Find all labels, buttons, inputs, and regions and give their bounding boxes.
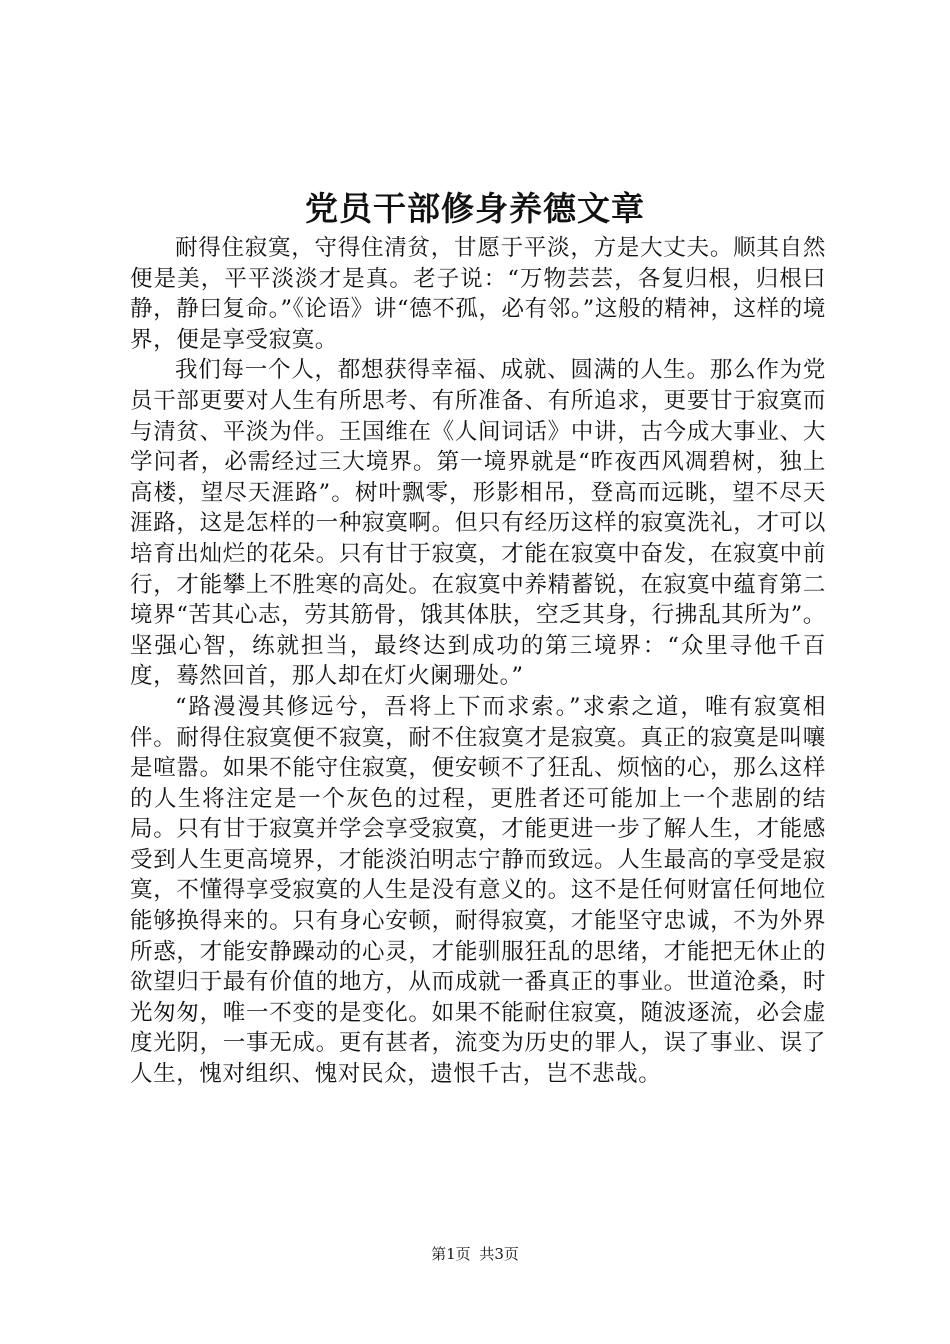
page-footer bbox=[0, 1244, 950, 1264]
paragraph-3: “路漫漫其修远兮，吾将上下而求索。”求索之道，唯有寂寞相伴。耐得住寂寞便不寂寞，耐不住寂寞才是寂寞。真正的寂寞是叫嚷是喧嚣。如果不能守住寂寞，便安顿不了狂乱、烦恼的心，那么这样的人生将注定是一个灰色的过程，更胜者还可能加上一个悲剧的结局。只有甘于寂寞并学会享受寂寞，才能更进一步了解人生，才能感受到人生更高境界，才能淡泊明志宁静而致远。人生最高的享受是寂寞，不懂得享受寂寞的人生是没有意义的。这不是任何财富任何地位能够换得来的。只有身心安顿，耐得寂寞，才能坚守忠诚，不为外界所惑，才能安静躁动的心灵，才能驯服狂乱的思绪，才能把无休止的欲望归于最有价值的地方，从而成就一番真正的事业。世道沧桑，时光匆匆，唯一不变的是变化。如果不能耐住寂寞，随波逐流，必会虚度光阴，一事无成。更有甚者，流变为历史的罪人，误了事业、误了人生，愧对组织、愧对民众，遗恨千古，岂不悲哉。 bbox=[130, 693, 826, 1088]
page-total: 共3页 bbox=[479, 1245, 519, 1263]
paragraph-2: 我们每一个人，都想获得幸福、成就、圆满的人生。那么作为党员干部更要对人生有所思考、有所准备、有所追求，更要甘于寂寞而与清贫、平淡为伴。王国维在《人间词话》中讲，古今成大事业、大学问者，必需经过三大境界。第一境界就是“昨夜西风凋碧树，独上高楼，望尽天涯路”。树叶飘零，形影相吊，登高而远眺，望不尽天涯路，这是怎样的一种寂寞啊。但只有经历这样的寂寞洗礼，才可以培育出灿烂的花朵。只有甘于寂寞，才能在寂寞中奋发，在寂寞中前行，才能攀上不胜寒的高处。在寂寞中养精蓄锐，在寂寞中蕴育第二境界“苦其心志，劳其筋骨，饿其体肤，空乏其身，行拂乱其所为”。坚强心智，练就担当，最终达到成功的第三境界：“众里寻他千百度，蓦然回首，那人却在灯火阑珊处。” bbox=[130, 357, 826, 690]
document-title: 党员干部修身养德文章 bbox=[305, 189, 645, 228]
page-number: 第1页 bbox=[431, 1245, 471, 1263]
document-body bbox=[130, 233, 826, 1090]
paragraph-1: 耐得住寂寞，守得住清贫，甘愿于平淡，方是大丈夫。顺其自然便是美，平平淡淡才是真。老子说：“万物芸芸，各复归根，归根曰静，静曰复命。”《论语》讲“德不孤，必有邻。”这般的精神，这样的境界，便是享受寂寞。 bbox=[130, 235, 826, 353]
